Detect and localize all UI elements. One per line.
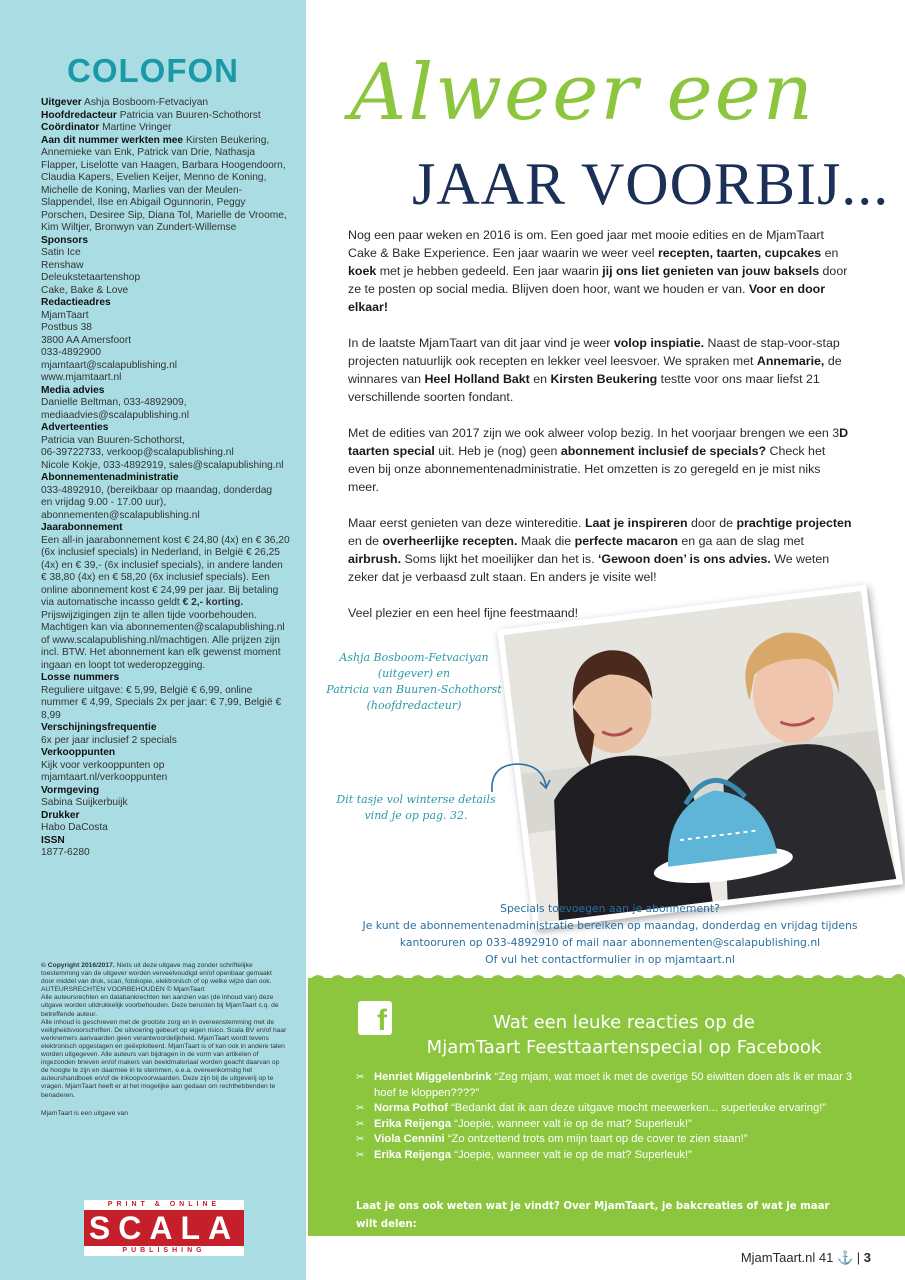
- quote-item: ✂ Norma Pothof “Bedankt dat ik aan deze uitgave mocht meewerken... superleuke ervaring!”: [356, 1101, 856, 1117]
- copyright-text: AUTEURSRECHTEN VOORBEHOUDEN © MjamTaart: [41, 986, 205, 994]
- copyright-block: [41, 962, 287, 1118]
- copyright-text: Alle inhoud is geschreven met de grootste zorg en in overeenstemming met de veiligheidsvoorschriften. De uitvoering gebeurt op eigen risico. Scala BV en/of haar werknemers aanvaarden geen verantwoordelijkheid. MjamTaart wordt tevens elektronisch opgeslagen en geëxploiteerd. MjamTaart is of kan ook in andere talen worden uitgegeven. Alle auteurs van bijdragen in de vorm van artikelen of ingezonden brieven en/of makers van beeldmateriaal worden geacht daarvan op de hoogte te zijn en daarmee in te stemmen, e.e.a. overeenkomstig het auteurshandboek en/of de inkoopvoorwaarden. Deze zijn bij de uitgeverij op te vragen. MjamTaart heeft er al het mogelijke aan gedaan om rechthebbenden te benaderen.: [41, 1018, 287, 1099]
- sponsor-item: Renshaw: [41, 259, 84, 271]
- colofon-entry: Uitgever Ashja Bosboom-Fetvaciyan: [41, 97, 209, 108]
- specials-note: Specials toevoegen aan je abonnement? Je kunt de abonnementenadministratie bereiken op maandag, donderdag en vrijdag tijdens kantooruren op 033-4892910 of mail naar abonnementen@scalapublishing.nl Of vul het contactformulier in op mjamtaart.nl: [362, 902, 858, 966]
- logo-main-text: SCALA: [84, 1210, 244, 1246]
- bag-caption: Dit tasje vol winterse details vind je op pag. 32.: [336, 793, 496, 822]
- vorm-heading: Vormgeving: [41, 784, 100, 796]
- adv-line: Patricia van Buuren-Schothorst,: [41, 434, 185, 446]
- freq-heading: Verschijningsfrequentie: [41, 722, 157, 733]
- redactie-line: Postbus 38: [41, 322, 92, 333]
- colofon-entry: Aan dit nummer werkten mee Kirsten Beukering, Annemieke van Enk, Patrick van Drie, Nathasja Flapper, Liselotte van Haagen, Barbara Hoogendoorn, Claudia Kapers, Evelien Keijer, Menno de Koning, Michelle de Koning, Marlies van der Meulen-Slappendel, Ilse en Abigail Ogunnorin, Peggy Porschen, Desiree Sip, Diana Tol, Marielle de Vroome, Kim Wiltjer, Bronwyn van Zundert-Willemse: [41, 134, 287, 233]
- photo-caption: Ashja Bosboom-Fetvaciyan (uitgever) en Patricia van Buuren-Schothorst (hoofdredacteur): [326, 651, 502, 712]
- copyright-text: Alle auteursrechten en databankrechten ten aanzien van (de inhoud van) deze uitgave worden uitdrukkelijk voorbehouden. Deze berusten bij MjamTaart c.q. de betreffende auteur.: [41, 994, 279, 1018]
- facebook-title: Wat een leuke reacties op de MjamTaart Feesttaartenspecial op Facebook: [426, 1012, 822, 1058]
- issn-text: 1877-6280: [41, 847, 90, 858]
- editors-photo-illustration: [504, 591, 897, 923]
- facebook-icon[interactable]: f: [358, 1001, 392, 1035]
- logo-top-text: PRINT & ONLINE: [84, 1200, 244, 1210]
- ship-icon: ⚓: [836, 1250, 854, 1265]
- druk-text: Habo DaCosta: [41, 822, 108, 833]
- redactie-line: MjamTaart: [41, 309, 89, 321]
- freq-text: 6x per jaar inclusief 2 specials: [41, 734, 177, 746]
- abo-heading: Abonnementenadministratie: [41, 472, 179, 483]
- colofon-title: COLOFON: [67, 52, 239, 89]
- paragraph: Met de edities van 2017 zijn we ook alweer volop bezig. In het voorjaar brengen we een 3D taarten special uit. Heb je (nog) geen abonnement inclusief de specials? Check het even bij onze abonnementenadministratie. Het omzetten is zo geregeld en je mist niks meer.: [348, 426, 849, 494]
- quote-item: ✂ Erika Reijenga “Joepie, wanneer valt ie op de mat? Superleuk!”: [356, 1148, 856, 1164]
- facebook-quotes: [356, 1070, 856, 1163]
- quote-item: ✂ Henriet Miggelenbrink “Zeg mjam, wat moet ik met de overige 50 eiwitten doen als ik er maar 3 hoef te kloppen????”: [356, 1070, 856, 1101]
- colofon-entry: Hoofdredacteur Patricia van Buuren-Schothorst: [41, 109, 261, 121]
- logo-sub-text: PUBLISHING: [84, 1246, 244, 1256]
- copyright-text: © Copyright 2016/2017. Niets uit deze uitgave mag zonder schriftelijke toestemming van de uitgever worden verveelvoudigd en/of openbaar gemaakt door middel van druk, scan, fotokopie, elektronisch of op welke wijze dan ook.: [41, 962, 272, 986]
- redactie-email[interactable]: mjamtaart@scalapublishing.nl: [41, 359, 178, 371]
- colofon-entry: Coördinator Martine Vringer: [41, 122, 172, 133]
- media-email[interactable]: mediaadvies@scalapublishing.nl: [41, 409, 189, 421]
- abo-line: 033-4892910, (bereikbaar op maandag, donderdag: [41, 484, 273, 496]
- colofon-body: [41, 97, 291, 860]
- abo-email[interactable]: abonnementen@scalapublishing.nl: [41, 509, 200, 521]
- scala-logo: [84, 1200, 244, 1258]
- redactie-line: 033-4892900: [41, 347, 102, 358]
- facebook-cta: Laat je ons ook weten wat je vindt? Over MjamTaart, je bakcreaties of wat je maar wilt delen: we horen het heel graag op facebook.com/MjamTaart: [356, 1201, 830, 1248]
- footer-separator: |: [856, 1250, 861, 1265]
- redactie-website[interactable]: www.mjamtaart.nl: [41, 372, 122, 383]
- adv-heading: Adverteenties: [41, 422, 109, 433]
- editorial-text: [348, 226, 853, 640]
- druk-heading: Drukker: [41, 809, 80, 821]
- issn-heading: ISSN: [41, 834, 65, 846]
- footer-site: MjamTaart.nl 41: [740, 1250, 834, 1265]
- sponsor-item: Cake, Bake & Love: [41, 284, 129, 296]
- page-footer: [741, 1250, 871, 1266]
- sponsors-heading: Sponsors: [41, 234, 88, 246]
- paragraph: Veel plezier en een heel fijne feestmaand!: [348, 606, 579, 620]
- redactie-line: 3800 AA Amersfoort: [41, 334, 132, 346]
- losse-heading: Losse nummers: [41, 672, 120, 683]
- adv-line: Nicole Kokje, 033-4892919, sales@scalapublishing.nl: [41, 459, 284, 471]
- losse-text: Reguliere uitgave: € 5,99, België € 6,99, online nummer € 4,99, Specials 2x per jaar: € 7,99, België € 8,99: [41, 684, 282, 721]
- verk-heading: Verkooppunten: [41, 747, 116, 758]
- heading-script: Alweer een: [350, 48, 815, 138]
- verk-text: Kijk voor verkooppunten op mjamtaart.nl/verkooppunten: [41, 759, 168, 783]
- media-line: Danielle Beltman, 033-4892909,: [41, 397, 187, 408]
- sponsor-item: Deleukstetaartenshop: [41, 272, 141, 283]
- adv-line: 06-39722733, verkoop@scalapublishing.nl: [41, 447, 234, 458]
- redactie-heading: Redactieadres: [41, 297, 111, 308]
- editors-photo: [497, 584, 903, 929]
- paragraph: Nog een paar weken en 2016 is om. Een goed jaar met mooie edities en de MjamTaart Cake & Bake Experience. Een jaar waarin we weer veel recepten, taarten, cupcakes en koek met je hebben gedeeld. Een jaar waarin jij ons liet genieten van jouw baksels door ze te posten op social media. Blijven doen hoor, want we houden er van. Voor en door elkaar!: [348, 228, 848, 314]
- vorm-text: Sabina Suijkerbuijk: [41, 797, 128, 808]
- quote-item: ✂ Erika Reijenga “Joepie, wanneer valt ie op de mat? Superleuk!”: [356, 1117, 856, 1133]
- abo-line: en vrijdag 9.00 - 17.00 uur),: [41, 497, 167, 508]
- heading-main: JAAR VOORBIJ...: [412, 151, 890, 217]
- jaar-text: Een all-in jaarabonnement kost € 24,80 (4x) en € 36,20 (6x inclusief specials) in Nederland, in België € 26,25 (4x) en € 39,- (6x inclusief specials), in andere landen € 38,80 (4x) en € 58,20 (6x inclusief specials). Een online abonnement kost € 24,99 per jaar. Bij betaling via automatische incasso geldt € 2,- korting. Prijswijzigingen zijn te allen tijde voorbehouden. Machtigen kan via abonnementen@scalapublishing.nl of www.scalapublishing.nl/machtigen. Alle prijzen zijn incl. BTW. Het abonnement kan elk gewenst moment ingaan en loopt tot wederopzegging.: [41, 534, 290, 671]
- publisher-note: MjamTaart is een uitgave van: [41, 1109, 128, 1117]
- jaar-heading: Jaarabonnement: [41, 522, 123, 533]
- sponsor-item: Satin Ice: [41, 247, 81, 258]
- quote-item: ✂ Viola Cennini “Zo ontzettend trots om mijn taart op de cover te zien staan!”: [356, 1132, 856, 1148]
- paragraph: Maar eerst genieten van deze wintereditie. Laat je inspireren door de prachtige projecten en de overheerlijke recepten. Maak die perfecte macaron en ga aan de slag met airbrush. Soms lijkt het moeilijker dan het is. ‘Gewoon doen’ is ons advies. We weten zeker dat je verbaasd zult staan. En anders je visite wel!: [348, 516, 852, 584]
- page-number: 3: [863, 1250, 871, 1265]
- media-heading: Media advies: [41, 384, 105, 396]
- paragraph: In de laatste MjamTaart van dit jaar vind je weer volop inspiatie. Naast de stap-voor-stap projecten natuurlijk ook recepten en lekker veel leesvoer. We spraken met Annemarie, de winnares van Heel Holland Bakt en Kirsten Beukering testte voor ons maar liefst 21 verschillende soorten fondant.: [348, 336, 842, 404]
